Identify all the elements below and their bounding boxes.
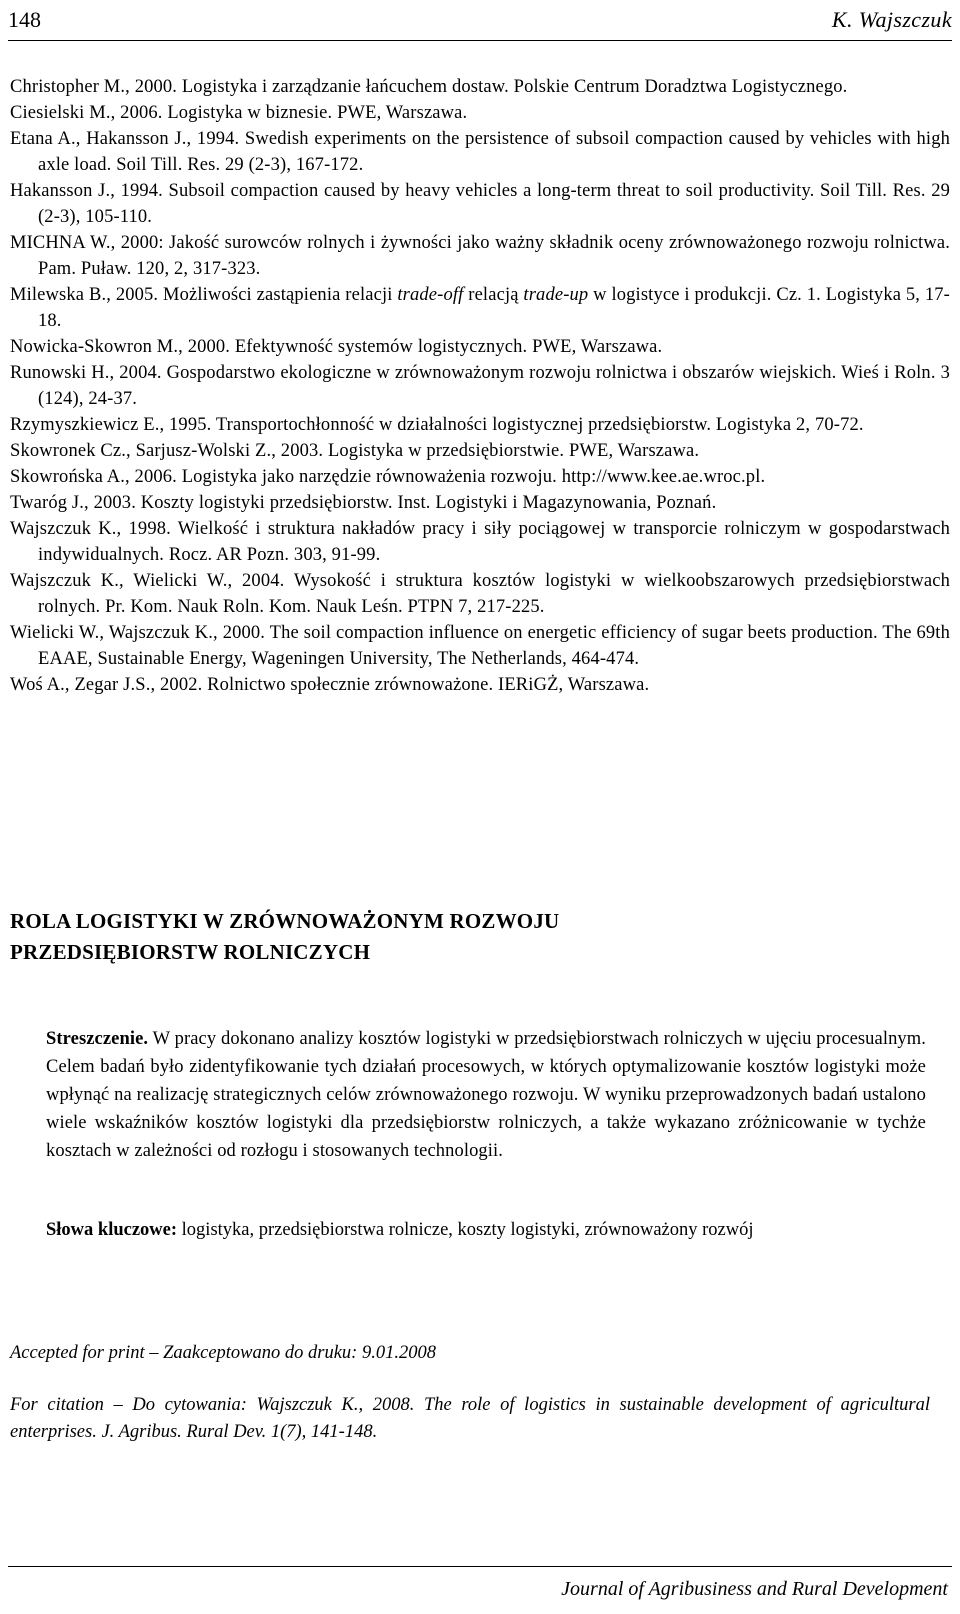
page-number: 148 bbox=[8, 7, 41, 32]
reference-item: Wajszczuk K., Wielicki W., 2004. Wysokość i struktura kosztów logistyki w wielkoobszarowych przedsiębiorstwach rolnych. Pr. Kom. Nauk Roln. Kom. Nauk Leśn. PTPN 7, 217-225. bbox=[10, 571, 950, 617]
reference-item: Hakansson J., 1994. Subsoil compaction caused by heavy vehicles a long-term threat to soil productivity. Soil Till. Res. 29 (2-3), 105-110. bbox=[10, 181, 950, 227]
references-list bbox=[10, 74, 950, 698]
reference-item: Woś A., Zegar J.S., 2002. Rolnictwo społecznie zrównoważone. IERiGŻ, Warszawa. bbox=[10, 675, 650, 695]
reference-item: Etana A., Hakansson J., 1994. Swedish experiments on the persistence of subsoil compaction caused by vehicles with high axle load. Soil Till. Res. 29 (2-3), 167-172. bbox=[10, 129, 950, 175]
reference-item: Skowrońska A., 2006. Logistyka jako narzędzie równoważenia rozwoju. http://www.kee.ae.wroc.pl. bbox=[10, 467, 766, 487]
reference-item: MICHNA W., 2000: Jakość surowców rolnych i żywności jako ważny składnik oceny zrównoważonego rozwoju rolnictwa. Pam. Puław. 120, 2, 317-323. bbox=[10, 233, 950, 279]
footer-rule bbox=[8, 1566, 952, 1567]
reference-item: Christopher M., 2000. Logistyka i zarządzanie łańcuchem dostaw. Polskie Centrum Doradztwa Logistycznego. bbox=[10, 77, 848, 97]
page-header bbox=[8, 0, 952, 40]
keywords bbox=[46, 1216, 926, 1244]
journal-footer: Journal of Agribusiness and Rural Development bbox=[561, 1578, 948, 1600]
reference-item: Milewska B., 2005. Możliwości zastąpienia relacji trade-off relacją trade-up w logistyce i produkcji. Cz. 1. Logistyka 5, 17-18. bbox=[10, 285, 950, 331]
reference-item: Skowronek Cz., Sarjusz-Wolski Z., 2003. Logistyka w przedsiębiorstwie. PWE, Warszawa. bbox=[10, 441, 700, 461]
reference-item: Wielicki W., Wajszczuk K., 2000. The soil compaction influence on energetic efficiency of sugar beets production. The 69th EAAE, Sustainable Energy, Wageningen University, The Netherlands, 464-474. bbox=[10, 623, 950, 669]
citation-note: For citation – Do cytowania: Wajszczuk K., 2008. The role of logistics in sustainable development of agricultural enterprises. J. Agribus. Rural Dev. 1(7), 141-148. bbox=[10, 1395, 930, 1442]
reference-item: Runowski H., 2004. Gospodarstwo ekologiczne w zrównoważonym rozwoju rolnictwa i obszarów wiejskich. Wieś i Roln. 3 (124), 24-37. bbox=[10, 363, 950, 409]
reference-item: Ciesielski M., 2006. Logistyka w biznesie. PWE, Warszawa. bbox=[10, 103, 468, 123]
keywords-text: logistyka, przedsiębiorstwa rolnicze, koszty logistyki, zrównoważony rozwój bbox=[181, 1220, 754, 1240]
reference-item: Rzymyszkiewicz E., 1995. Transportochłonność w działalności logistycznej przedsiębiorstw. Logistyka 2, 70-72. bbox=[10, 415, 864, 435]
polish-title-line-1: ROLA LOGISTYKI W ZRÓWNOWAŻONYM ROZWOJU bbox=[10, 909, 560, 933]
running-head-author: K. Wajszczuk bbox=[831, 7, 952, 32]
reference-item: Nowicka-Skowron M., 2000. Efektywność systemów logistycznych. PWE, Warszawa. bbox=[10, 337, 663, 357]
abstract-label: Streszczenie. bbox=[46, 1029, 149, 1049]
reference-item: Wajszczuk K., 1998. Wielkość i struktura nakładów pracy i siły pociągowej w transporcie rolniczym w gospodarstwach indywidualnych. Rocz. AR Pozn. 303, 91-99. bbox=[10, 519, 950, 565]
header-rule bbox=[8, 40, 952, 41]
polish-title-line-2: PRZEDSIĘBIORSTW ROLNICZYCH bbox=[10, 940, 371, 964]
keywords-label: Słowa kluczowe: bbox=[46, 1220, 178, 1240]
abstract bbox=[46, 1025, 926, 1165]
abstract-text: W pracy dokonano analizy kosztów logistyki w przedsiębiorstwach rolniczych w ujęciu procesualnym. Celem badań było zidentyfikowanie tych działań procesowych, w których optymalizowanie kosztów logistyki może wpłynąć na realizację strategicznych celów zrównoważonego rozwoju. W wyniku przeprowadzonych badań ustalono wiele wskaźników kosztów logistyki dla przedsiębiorstw rolniczych, a także wykazano zróżnicowanie w tychże kosztach w zależności od rozłogu i stosowanych technologii. bbox=[46, 1029, 926, 1161]
polish-title bbox=[10, 906, 930, 968]
reference-item: Twaróg J., 2003. Koszty logistyki przedsiębiorstw. Inst. Logistyki i Magazynowania, Poznań. bbox=[10, 493, 717, 513]
accepted-date: Accepted for print – Zaakceptowano do druku: 9.01.2008 bbox=[10, 1343, 436, 1363]
